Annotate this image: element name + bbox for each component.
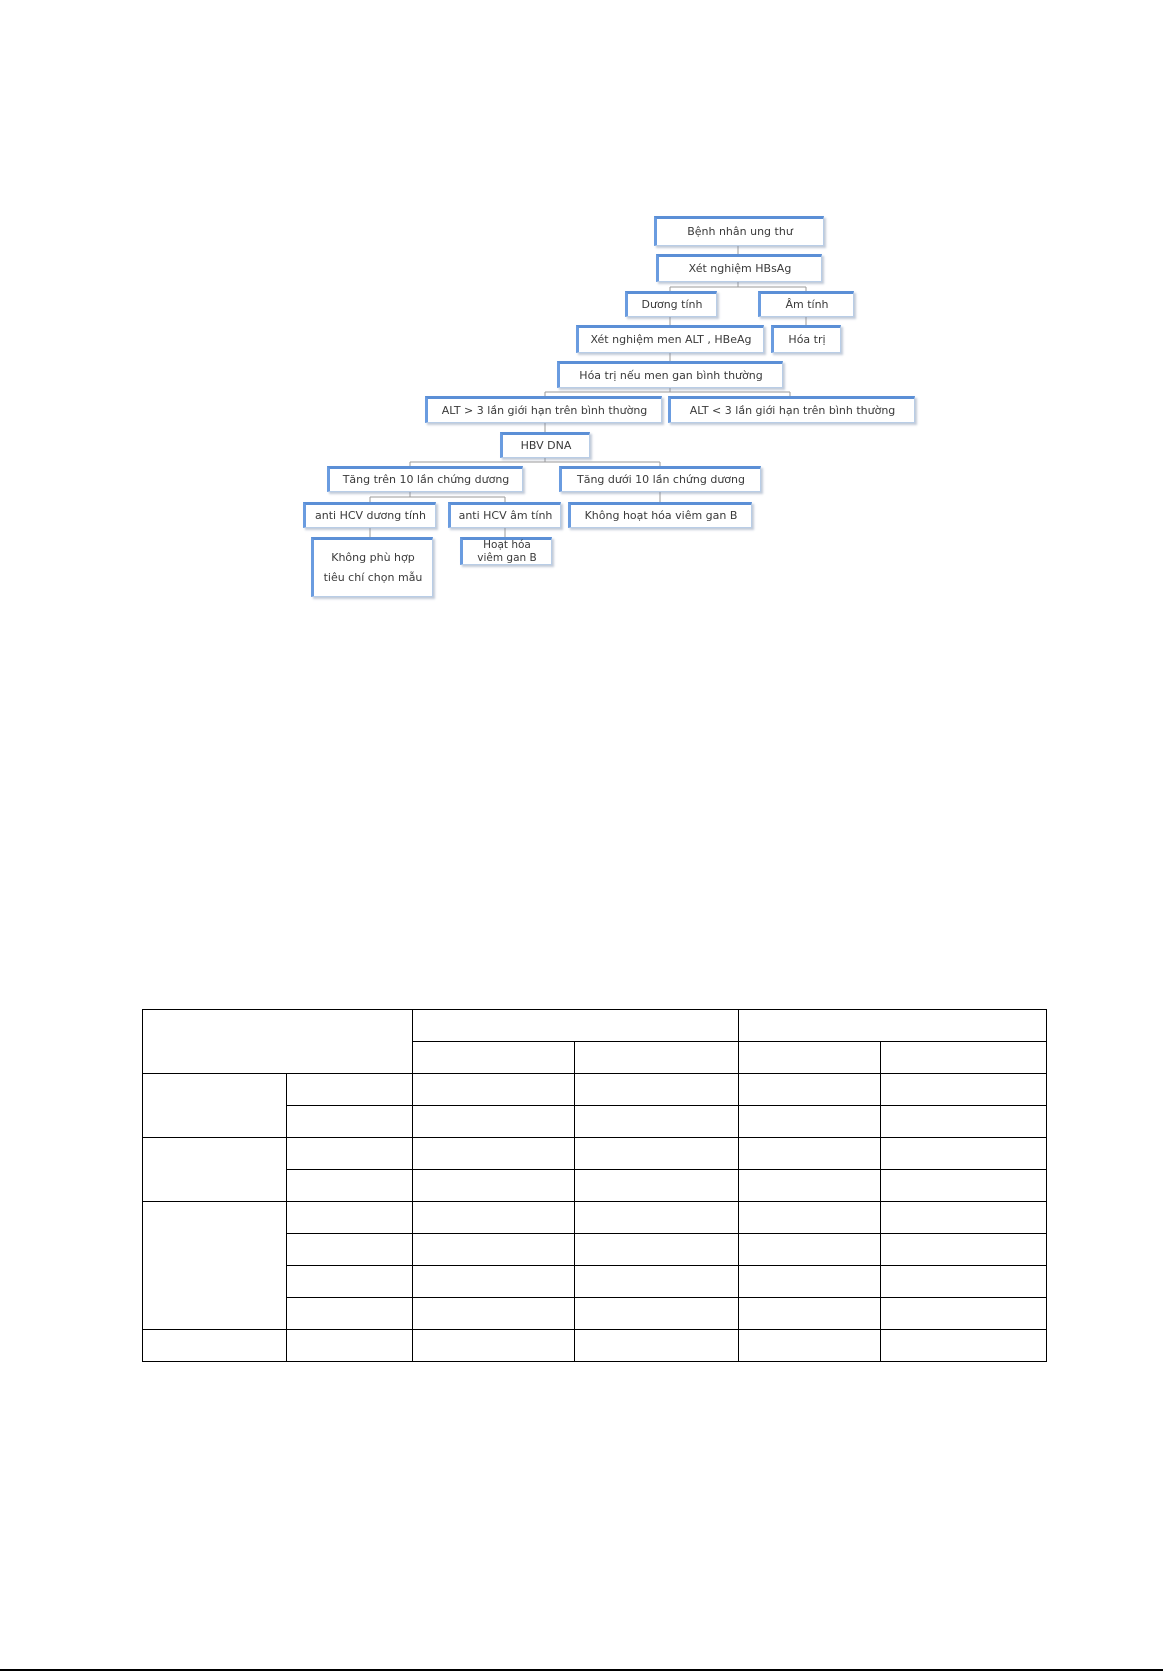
table-rule-row1 [286, 1105, 1047, 1106]
table-rule-top [142, 1009, 1047, 1010]
anti-hcv-positive-node [303, 502, 436, 528]
chemo-if-normal-label: Hóa trị nếu men gan bình thường [579, 368, 763, 382]
table-rule-header-bottom [142, 1073, 1047, 1074]
not-eligible-line1: Không phù hợp [331, 551, 415, 564]
anti-hcv-negative-label: anti HCV âm tính [458, 509, 553, 522]
table-rule-right [1046, 1009, 1047, 1362]
alt-high-node [425, 396, 662, 423]
data-table [142, 1009, 1047, 1365]
anti-hcv-negative-node [448, 502, 561, 528]
alt-low-label: ALT < 3 lần giới hạn trên bình thường [689, 403, 896, 417]
increase-under-10-node [559, 466, 761, 492]
table-rule-bottom [142, 1361, 1047, 1362]
alt-low-node [668, 396, 915, 423]
activation-line1: Hoạt hóa [483, 539, 531, 551]
negative-label: Âm tính [785, 298, 829, 311]
table-rule-col4 [738, 1009, 739, 1362]
table-rule-row3 [286, 1169, 1047, 1170]
positive-node [625, 291, 717, 317]
table-rule-row2 [142, 1137, 1047, 1138]
hbsag-test-label: Xét nghiệm HBsAg [688, 262, 792, 275]
negative-node [758, 291, 854, 317]
table-rule-row5 [286, 1233, 1047, 1234]
alt-hbeag-test-node [576, 325, 764, 353]
table-rule-left [142, 1009, 143, 1362]
alt-hbeag-test-label: Xét nghiệm men ALT , HBeAg [590, 333, 752, 346]
chemo-label: Hóa trị [788, 333, 826, 346]
increase-over-10-label: Tăng trên 10 lần chứng dương [342, 473, 510, 486]
anti-hcv-positive-label: anti HCV dương tính [315, 509, 426, 522]
table-rule-row4 [142, 1201, 1047, 1202]
cancer-patient-node [654, 216, 824, 246]
table-rule-col5 [880, 1041, 881, 1362]
table-rule-row7 [286, 1297, 1047, 1298]
no-activation-label: Không hoạt hóa viêm gan B [584, 509, 738, 522]
hbv-dna-node [500, 432, 590, 458]
table-rule-row8 [142, 1329, 1047, 1330]
table-rule-col2 [412, 1009, 413, 1362]
hbv-dna-label: HBV DNA [520, 439, 572, 452]
table-rule-header-mid [412, 1041, 1047, 1042]
not-eligible-line2: tiêu chí chọn mẫu [323, 571, 423, 584]
no-activation-node [568, 502, 752, 528]
increase-over-10-node [327, 466, 523, 492]
table-rule-row6 [286, 1265, 1047, 1266]
activation-line2: viêm gan B [477, 552, 537, 564]
table-rule-col3 [574, 1041, 575, 1362]
table-rule-col1 [286, 1073, 287, 1362]
chemo-node [771, 325, 841, 353]
positive-label: Dương tính [641, 298, 703, 311]
not-eligible-node [311, 537, 433, 597]
chemo-if-normal-node [557, 361, 783, 388]
activation-node [460, 537, 552, 565]
increase-under-10-label: Tăng dưới 10 lần chứng dương [577, 473, 745, 486]
hbsag-test-node [656, 254, 822, 282]
page-bottom-rule [0, 1669, 1163, 1671]
cancer-patient-label: Bệnh nhân ung thư [687, 225, 793, 238]
alt-high-label: ALT > 3 lần giới hạn trên bình thường [441, 403, 648, 417]
